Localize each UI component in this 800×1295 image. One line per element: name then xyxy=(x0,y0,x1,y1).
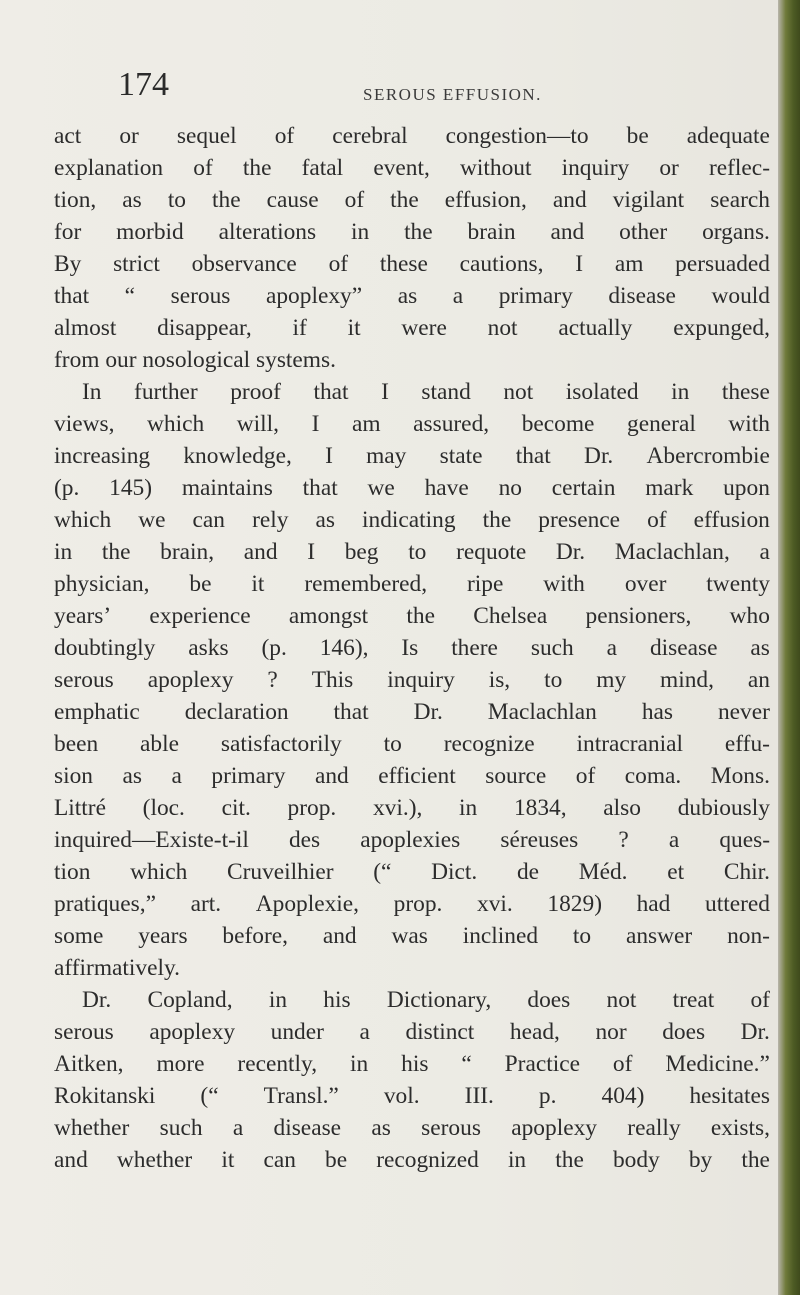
text-line: Dr. Copland, in his Dictionary, does not treat of xyxy=(82,987,770,1013)
text-line: sion as a primary and efficient source of coma. Mons. xyxy=(54,763,770,789)
text-line: doubtingly asks (p. 146), Is there such a disease as xyxy=(54,635,770,661)
text-line: In further proof that I stand not isolated in these xyxy=(82,379,770,405)
text-line: (p. 145) maintains that we have no certain mark upon xyxy=(54,475,770,501)
text-line: emphatic declaration that Dr. Maclachlan has never xyxy=(54,699,770,725)
text-line: tion which Cruveilhier (“ Dict. de Méd. et Chir. xyxy=(54,859,770,885)
text-line: years’ experience amongst the Chelsea pensioners, who xyxy=(54,603,770,629)
text-line: serous apoplexy ? This inquiry is, to my mind, an xyxy=(54,667,770,693)
text-line: explanation of the fatal event, without inquiry or reflec- xyxy=(54,155,770,181)
text-line: been able satisfactorily to recognize intracranial effu- xyxy=(54,731,770,757)
text-line: and whether it can be recognized in the body by the xyxy=(54,1147,770,1173)
text-line: affirmatively. xyxy=(54,955,180,981)
text-line: for morbid alterations in the brain and other organs. xyxy=(54,219,770,245)
running-head: SEROUS EFFUSION. xyxy=(363,85,542,104)
text-line: that “ serous apoplexy” as a primary disease would xyxy=(54,283,770,309)
text-line: views, which will, I am assured, become general with xyxy=(54,411,770,437)
text-line: tion, as to the cause of the effusion, and vigilant search xyxy=(54,187,770,213)
text-line: Littré (loc. cit. prop. xvi.), in 1834, also dubiously xyxy=(54,795,770,821)
text-line: inquired—Existe-t-il des apoplexies séreuses ? a ques- xyxy=(54,827,770,853)
text-line: serous apoplexy under a distinct head, nor does Dr. xyxy=(54,1019,770,1045)
text-line: some years before, and was inclined to answer non- xyxy=(54,923,770,949)
text-line: Aitken, more recently, in his “ Practice of Medicine.” xyxy=(54,1051,770,1077)
page-edge xyxy=(778,0,800,1295)
page-number: 174 xyxy=(118,66,169,103)
text-line: increasing knowledge, I may state that Dr. Abercrombie xyxy=(54,443,770,469)
text-line: which we can rely as indicating the presence of effusion xyxy=(54,507,770,533)
text-line: from our nosological systems. xyxy=(54,347,336,373)
text-line: pratiques,” art. Apoplexie, prop. xvi. 1829) had uttered xyxy=(54,891,770,917)
text-line: physician, be it remembered, ripe with over twenty xyxy=(54,571,770,597)
text-line: almost disappear, if it were not actually expunged, xyxy=(54,315,770,341)
text-line: Rokitanski (“ Transl.” vol. III. p. 404) hesitates xyxy=(54,1083,770,1109)
text-line: whether such a disease as serous apoplexy really exists, xyxy=(54,1115,770,1141)
text-line: in the brain, and I beg to requote Dr. Maclachlan, a xyxy=(54,539,770,565)
text-line: act or sequel of cerebral congestion—to be adequate xyxy=(54,123,770,149)
text-line: By strict observance of these cautions, I am persuaded xyxy=(54,251,770,277)
body-text xyxy=(54,120,770,1176)
